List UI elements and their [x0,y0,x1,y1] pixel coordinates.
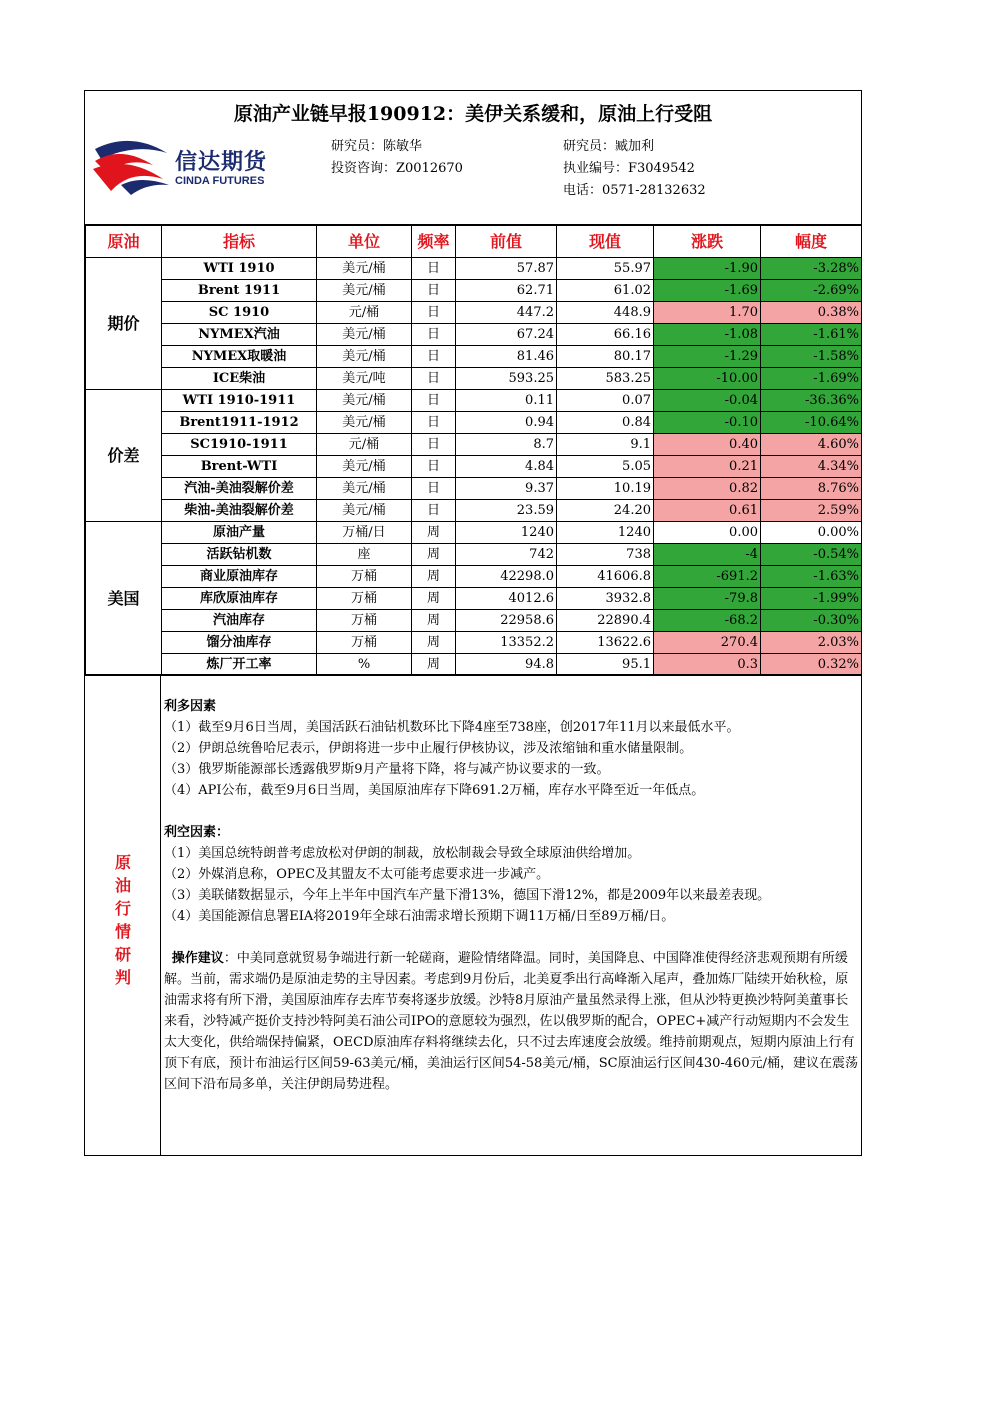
table-row [86,390,862,412]
table-row [86,588,862,610]
indicator-cell: SC 1910 [162,302,317,324]
table-row [86,654,862,676]
previous-value-cell: 67.24 [456,324,557,346]
report-title: 原油产业链早报190912：美伊关系缓和，原油上行受阻 [233,103,713,125]
frequency-cell: 周 [412,544,456,566]
frequency-cell: 日 [412,258,456,280]
percent-change-cell: -1.58% [761,346,862,368]
frequency-cell: 周 [412,654,456,676]
cinda-logo-icon [91,135,171,195]
previous-value-cell: 9.37 [456,478,557,500]
indicator-cell: Brent1911-1912 [162,412,317,434]
previous-value-cell: 13352.2 [456,632,557,654]
table-row [86,566,862,588]
unit-cell: 万桶/日 [317,522,412,544]
unit-cell: 美元/桶 [317,412,412,434]
frequency-cell: 日 [412,412,456,434]
percent-change-cell: -1.61% [761,324,862,346]
percent-change-cell: -10.64% [761,412,862,434]
analysis-section [85,674,861,1155]
unit-cell: 万桶 [317,588,412,610]
researcher-1: 研究员：陈敏华 [331,139,423,154]
percent-change-cell: -0.30% [761,610,862,632]
current-value-cell: 10.19 [557,478,654,500]
unit-cell: 元/桶 [317,434,412,456]
previous-value-cell: 8.7 [456,434,557,456]
previous-value-cell: 94.8 [456,654,557,676]
change-cell: -1.08 [654,324,761,346]
change-cell: 0.82 [654,478,761,500]
frequency-cell: 周 [412,632,456,654]
indicator-cell: WTI 1910 [162,258,317,280]
previous-value-cell: 742 [456,544,557,566]
unit-cell: 美元/桶 [317,324,412,346]
indicator-cell: Brent-WTI [162,456,317,478]
current-value-cell: 80.17 [557,346,654,368]
col-header-change: 涨跌 [654,226,761,258]
table-row [86,302,862,324]
frequency-cell: 日 [412,280,456,302]
current-value-cell: 448.9 [557,302,654,324]
change-cell: -0.04 [654,390,761,412]
percent-change-cell: -1.69% [761,368,862,390]
percent-change-cell: 8.76% [761,478,862,500]
change-cell: 0.61 [654,500,761,522]
percent-change-cell: -36.36% [761,390,862,412]
change-cell: 270.4 [654,632,761,654]
indicator-cell: 原油产量 [162,522,317,544]
unit-cell: 美元/桶 [317,456,412,478]
bearish-item: （3）美联储数据显示，今年上半年中国汽车产量下滑13%，德国下滑12%，都是2009年以来最差表现。 [164,888,771,903]
table-row [86,346,862,368]
frequency-cell: 日 [412,500,456,522]
table-row [86,280,862,302]
unit-cell: 美元/吨 [317,368,412,390]
unit-cell: 万桶 [317,610,412,632]
report-header [85,91,861,225]
change-cell: -4 [654,544,761,566]
indicator-cell: NYMEX汽油 [162,324,317,346]
change-cell: 0.40 [654,434,761,456]
frequency-cell: 周 [412,588,456,610]
unit-cell: 美元/桶 [317,258,412,280]
frequency-cell: 日 [412,346,456,368]
unit-cell: 万桶 [317,566,412,588]
bearish-heading: 利空因素： [164,825,230,840]
previous-value-cell: 593.25 [456,368,557,390]
bullish-heading: 利多因素 [164,699,217,714]
table-row [86,500,862,522]
bearish-item: （1）美国总统特朗普考虑放松对伊朗的制裁，放松制裁会导致全球原油供给增加。 [164,846,641,861]
table-row [86,610,862,632]
table-row [86,456,862,478]
previous-value-cell: 22958.6 [456,610,557,632]
percent-change-cell: -1.63% [761,566,862,588]
indicator-cell: 柴油-美油裂解价差 [162,500,317,522]
table-header-row [86,226,862,258]
indicator-table [85,225,862,676]
col-header-percent: 幅度 [761,226,862,258]
current-value-cell: 738 [557,544,654,566]
percent-change-cell: -3.28% [761,258,862,280]
table-row [86,434,862,456]
table-row [86,632,862,654]
frequency-cell: 日 [412,302,456,324]
indicator-cell: 汽油库存 [162,610,317,632]
change-cell: 1.70 [654,302,761,324]
frequency-cell: 周 [412,566,456,588]
indicator-cell: SC1910-1911 [162,434,317,456]
col-header-unit: 单位 [317,226,412,258]
change-cell: -10.00 [654,368,761,390]
unit-cell: 美元/桶 [317,346,412,368]
col-header-frequency: 频率 [412,226,456,258]
col-header-previous: 前值 [456,226,557,258]
frequency-cell: 日 [412,324,456,346]
unit-cell: 美元/桶 [317,390,412,412]
frequency-cell: 周 [412,610,456,632]
indicator-cell: 商业原油库存 [162,566,317,588]
advice-paragraph [164,948,860,1095]
change-cell: -0.10 [654,412,761,434]
logo-english-text: CINDA FUTURES [175,175,265,187]
table-row [86,258,862,280]
logo-chinese-text: 信达期货 [175,150,268,175]
frequency-cell: 日 [412,390,456,412]
previous-value-cell: 4012.6 [456,588,557,610]
frequency-cell: 日 [412,368,456,390]
indicator-cell: 馏分油库存 [162,632,317,654]
col-header-current: 现值 [557,226,654,258]
current-value-cell: 41606.8 [557,566,654,588]
percent-change-cell: 0.32% [761,654,862,676]
previous-value-cell: 447.2 [456,302,557,324]
unit-cell: 座 [317,544,412,566]
report-frame [84,90,862,1156]
previous-value-cell: 57.87 [456,258,557,280]
cinda-logo [91,135,281,195]
previous-value-cell: 0.11 [456,390,557,412]
percent-change-cell: 2.03% [761,632,862,654]
change-cell: -79.8 [654,588,761,610]
previous-value-cell: 0.94 [456,412,557,434]
phone-number: 电话：0571-28132632 [563,183,706,198]
table-row [86,544,862,566]
current-value-cell: 95.1 [557,654,654,676]
col-header-category: 原油 [86,226,162,258]
previous-value-cell: 4.84 [456,456,557,478]
percent-change-cell: 2.59% [761,500,862,522]
frequency-cell: 日 [412,456,456,478]
table-row [86,368,862,390]
frequency-cell: 周 [412,522,456,544]
change-cell: 0.3 [654,654,761,676]
previous-value-cell: 81.46 [456,346,557,368]
current-value-cell: 3932.8 [557,588,654,610]
previous-value-cell: 42298.0 [456,566,557,588]
change-cell: 0.00 [654,522,761,544]
indicator-cell: 库欣原油库存 [162,588,317,610]
table-row [86,412,862,434]
table-row [86,478,862,500]
indicator-cell: Brent 1911 [162,280,317,302]
percent-change-cell: 4.34% [761,456,862,478]
previous-value-cell: 23.59 [456,500,557,522]
current-value-cell: 22890.4 [557,610,654,632]
indicator-cell: NYMEX取暖油 [162,346,317,368]
current-value-cell: 5.05 [557,456,654,478]
group-label: 期价 [86,258,162,390]
advice-text: ：中美同意就贸易争端进行新一轮磋商，避险情绪降温。同时，美国降息、中国降准使得经济悲观预期有所缓解。当前，需求端仍是原油走势的主导因素。考虑到9月份后，北美夏季出行高峰渐入尾声，叠加炼厂陆续开始秋检，原油需求将有所下滑，美国原油库存去库节奏将逐步放缓。沙特8月原油产量虽然录得上涨，但从沙特更换沙特阿美董事长来看，沙特减产挺价支持沙特阿美石油公司IPO的意愿较为强烈，佐以俄罗斯的配合，OPEC+减产行动短期内不会发生太大变化，供给端保持偏紧，OECD原油库存料将继续去化，只不过去库速度会放缓。维持前期观点，短期内原油上行有顶下有底，预计布油运行区间59-63美元/桶，美油运行区间54-58美元/桶，SC原油运行区间430-460元/桶，建议在震荡区间下沿布局多单，关注伊朗局势进程。 [164,951,858,1092]
bearish-item: （2）外媒消息称，OPEC及其盟友不太可能考虑要求进一步减产。 [164,867,550,882]
change-cell: -68.2 [654,610,761,632]
current-value-cell: 0.07 [557,390,654,412]
bearish-item: （4）美国能源信息署EIA将2019年全球石油需求增长预期下调11万桶/日至89万桶/日。 [164,909,675,924]
bullish-item: （1）截至9月6日当周，美国活跃石油钻机数环比下降4座至738座，创2017年11月以来最低水平。 [164,720,740,735]
analysis-side-label: 原油行情研判 [114,853,131,987]
percent-change-cell: 0.00% [761,522,862,544]
unit-cell: % [317,654,412,676]
unit-cell: 美元/桶 [317,280,412,302]
current-value-cell: 583.25 [557,368,654,390]
unit-cell: 元/桶 [317,302,412,324]
indicator-cell: ICE柴油 [162,368,317,390]
current-value-cell: 55.97 [557,258,654,280]
unit-cell: 美元/桶 [317,478,412,500]
change-cell: -691.2 [654,566,761,588]
current-value-cell: 24.20 [557,500,654,522]
percent-change-cell: -0.54% [761,544,862,566]
table-row [86,522,862,544]
bullish-item: （2）伊朗总统鲁哈尼表示，伊朗将进一步中止履行伊核协议，涉及浓缩铀和重水储量限制。 [164,741,693,756]
group-label: 价差 [86,390,162,522]
unit-cell: 万桶 [317,632,412,654]
current-value-cell: 1240 [557,522,654,544]
advice-heading: 操作建议 [171,951,224,966]
indicator-cell: 汽油-美油裂解价差 [162,478,317,500]
analysis-side-column [85,675,161,1155]
table-row [86,324,862,346]
indicator-cell: WTI 1910-1911 [162,390,317,412]
indicator-cell: 活跃钻机数 [162,544,317,566]
percent-change-cell: 4.60% [761,434,862,456]
indicator-cell: 炼厂开工率 [162,654,317,676]
analysis-body [164,696,860,1095]
table-body [86,258,862,676]
col-header-indicator: 指标 [162,226,317,258]
percent-change-cell: 0.38% [761,302,862,324]
previous-value-cell: 62.71 [456,280,557,302]
group-label: 美国 [86,522,162,676]
unit-cell: 美元/桶 [317,500,412,522]
change-cell: -1.90 [654,258,761,280]
percent-change-cell: -1.99% [761,588,862,610]
advisory-id-1: 投资咨询：Z0012670 [331,161,463,176]
section-spacer [164,801,860,822]
previous-value-cell: 1240 [456,522,557,544]
current-value-cell: 66.16 [557,324,654,346]
researcher-2: 研究员：臧加利 [563,139,655,154]
section-spacer [164,927,860,948]
change-cell: 0.21 [654,456,761,478]
frequency-cell: 日 [412,478,456,500]
current-value-cell: 9.1 [557,434,654,456]
bullish-item: （3）俄罗斯能源部长透露俄罗斯9月产量将下降，将与减产协议要求的一致。 [164,762,610,777]
license-id-2: 执业编号：F3049542 [563,161,695,176]
bullish-item: （4）API公布，截至9月6日当周，美国原油库存下降691.2万桶，库存水平降至近一年低点。 [164,783,705,798]
current-value-cell: 0.84 [557,412,654,434]
change-cell: -1.29 [654,346,761,368]
frequency-cell: 日 [412,434,456,456]
percent-change-cell: -2.69% [761,280,862,302]
current-value-cell: 13622.6 [557,632,654,654]
current-value-cell: 61.02 [557,280,654,302]
change-cell: -1.69 [654,280,761,302]
